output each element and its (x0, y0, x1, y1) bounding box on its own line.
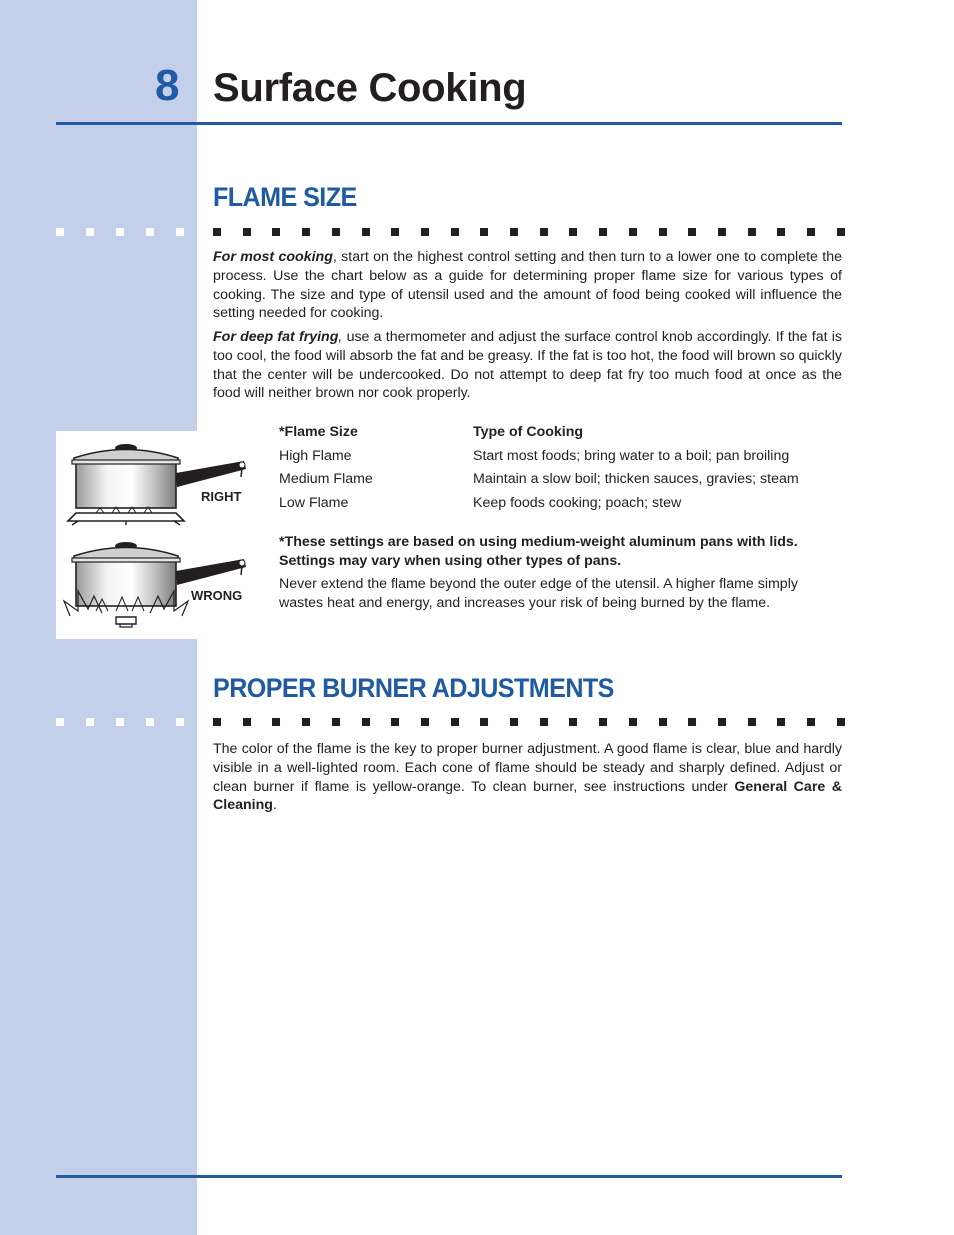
divider-dot (86, 228, 94, 236)
wrong-pan-icon (64, 542, 246, 627)
divider-dot (421, 228, 429, 236)
table-cell-low-flame-use: Keep foods cooking; poach; stew (473, 495, 682, 511)
divider-dot (480, 228, 488, 236)
lead-deep-fat-frying: For deep fat frying (213, 329, 339, 345)
paragraph-text: use a thermometer and adjust the surface control knob accordingly. If the fat is too cool, the food will absorb the fat and be greasy. If the fat is too hot, the food will brown so quickly that the center will be undercooked. Do not attempt to deep fat fry too much food at once as the food will neither brown nor cook properly. (213, 329, 843, 402)
divider-dot (272, 718, 280, 726)
divider-dot (332, 718, 340, 726)
divider-dot (569, 228, 577, 236)
page-number: 8 (155, 61, 180, 110)
page-title: Surface Cooking (213, 66, 527, 110)
lead-comma: , (338, 329, 343, 345)
divider-dot (807, 228, 815, 236)
divider-dot (56, 718, 64, 726)
divider-dot (540, 718, 548, 726)
divider-dot (451, 718, 459, 726)
divider-dot (718, 718, 726, 726)
table-cell-medium-flame-use: Maintain a slow boil; thicken sauces, gravies; steam (473, 471, 799, 487)
burner-adjustments-paragraph (213, 740, 842, 815)
table-row-high-flame: High Flame (279, 448, 352, 464)
divider-dot (748, 718, 756, 726)
divider-dot (688, 228, 696, 236)
divider-dot (659, 718, 667, 726)
divider-dot (86, 718, 94, 726)
divider-dot (510, 718, 518, 726)
divider-dot (807, 718, 815, 726)
divider-dot (176, 228, 184, 236)
divider-dot (451, 228, 459, 236)
divider-dot (659, 228, 667, 236)
divider-dot (146, 228, 154, 236)
right-label: RIGHT (201, 489, 242, 504)
flame-size-paragraph-1 (213, 248, 842, 323)
divider-dot (302, 228, 310, 236)
divider-dot (688, 718, 696, 726)
wrong-label: WRONG (191, 588, 243, 603)
divider-dot (748, 228, 756, 236)
divider-dot (510, 228, 518, 236)
burner-adjustments-heading: PROPER BURNER ADJUSTMENTS (213, 673, 614, 703)
divider-dot (243, 718, 251, 726)
flame-size-paragraph-2 (213, 328, 842, 403)
divider-dot (176, 718, 184, 726)
divider-dot (540, 228, 548, 236)
divider-dot (116, 718, 124, 726)
divider-dot (146, 718, 154, 726)
table-row-medium-flame: Medium Flame (279, 471, 373, 487)
table-row-low-flame: Low Flame (279, 495, 349, 511)
paragraph-text: The color of the flame is the key to proper burner adjustment. A good flame is clear, blue and hardly visible in a well-lighted room. Each cone of flame should be steady and sharply defined. Adjust or clean burner if flame is yellow-orange. To clean burner, see instructions under (213, 741, 842, 795)
divider-dot (480, 718, 488, 726)
divider-dot (837, 228, 845, 236)
paragraph-text: , start on the highest control setting and then turn to a lower one to complete the process. Use the chart below as a guide for determining proper flame size for various types of cooking. The size and type of utensil used and the amount of food being cooked will influence the setting needed for cooking. (213, 249, 842, 322)
divider-dot (599, 228, 607, 236)
divider-dot (718, 228, 726, 236)
footer-rule (56, 1175, 842, 1178)
paragraph-end: . (272, 797, 277, 814)
divider-dot (629, 228, 637, 236)
flame-size-heading: FLAME SIZE (213, 182, 357, 212)
divider-dot (213, 228, 221, 236)
divider-dot (391, 228, 399, 236)
settings-note: *These settings are based on using medium-weight aluminum pans with lids. Settings may vary when using other types of pans. (279, 534, 798, 569)
divider-dot (243, 228, 251, 236)
divider-dot (569, 718, 577, 726)
table-cell-high-flame-use: Start most foods; bring water to a boil; pan broiling (473, 448, 790, 464)
header-rule (56, 122, 842, 125)
divider-dot (116, 228, 124, 236)
pan-on-burner-diagrams (56, 431, 253, 639)
divider-dot (272, 228, 280, 236)
divider-dot (777, 718, 785, 726)
divider-dot (302, 718, 310, 726)
divider-dot (777, 228, 785, 236)
divider-dot (837, 718, 845, 726)
divider-dot (332, 228, 340, 236)
divider-dot (391, 718, 399, 726)
general-care-reference: General Care & Cleaning (213, 778, 842, 814)
divider-dot (599, 718, 607, 726)
lead-most-cooking: For most cooking (213, 249, 333, 265)
divider-dot (629, 718, 637, 726)
table-header-type-of-cooking: Type of Cooking (473, 424, 584, 440)
divider-dot (56, 228, 64, 236)
flame-warning: Never extend the flame beyond the outer edge of the utensil. A higher flame simply wastes heat and energy, and increases your risk of being burned by the flame. (279, 576, 798, 611)
divider-dot (362, 718, 370, 726)
flame-illustration (56, 431, 253, 639)
divider-dot (362, 228, 370, 236)
table-header-flame-size: *Flame Size (279, 424, 358, 440)
right-pan-icon (68, 444, 246, 525)
divider-dot (213, 718, 221, 726)
divider-dot (421, 718, 429, 726)
